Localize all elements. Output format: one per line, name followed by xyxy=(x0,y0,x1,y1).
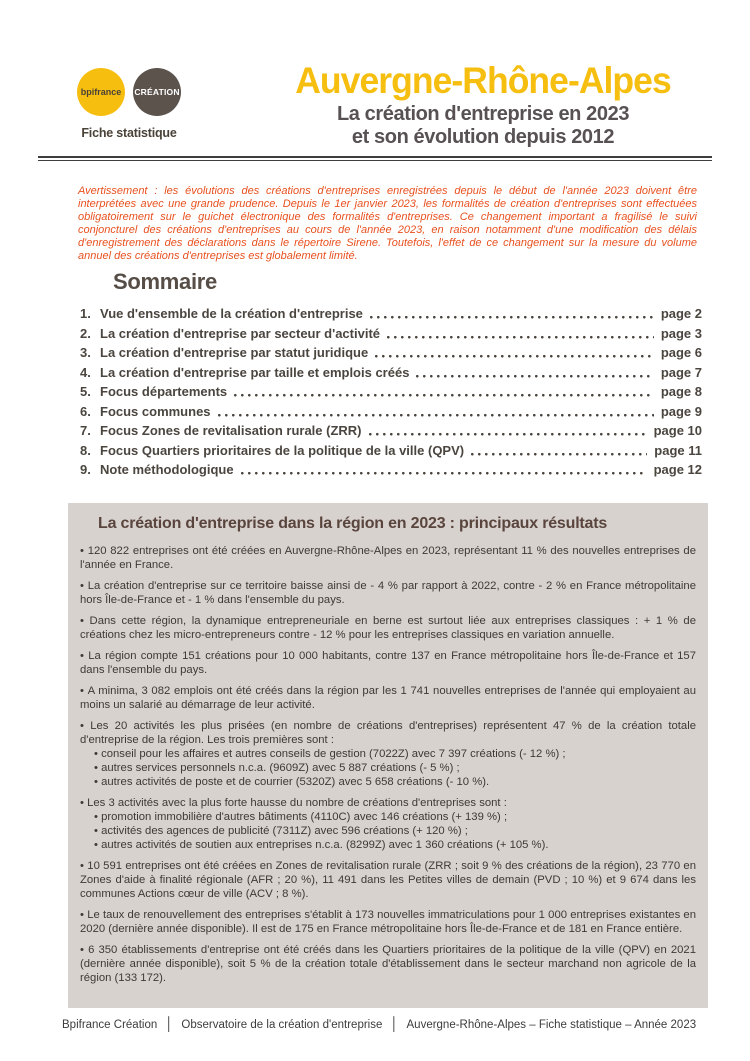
footer-observatory: Observatoire de la création d'entreprise xyxy=(181,1019,383,1031)
creation-logo-label: CRÉATION xyxy=(134,87,180,97)
sub-bullet-text: • promotion immobilière d'autres bâtiments (4110C) avec 146 créations (+ 139 %) ; xyxy=(94,810,696,824)
toc-dot-leader xyxy=(387,335,654,339)
toc-dot-leader xyxy=(241,471,647,475)
toc-item-page: page 9 xyxy=(660,403,702,419)
results-bullet xyxy=(80,544,696,572)
toc-dot-leader xyxy=(370,315,654,319)
toc-item-page: page 8 xyxy=(660,384,702,399)
region-title: Auvergne-Rhône-Alpes xyxy=(295,60,671,101)
toc-item xyxy=(80,463,702,476)
page-header xyxy=(0,0,750,156)
title-block xyxy=(248,62,718,148)
bullet-text: • La région compte 151 créations pour 10 000 habitants, contre 137 en France métropolitaine hors Île-de-France et 157 dans l'ensemble du pays. xyxy=(80,649,696,677)
bullet-text: • 6 350 établissements d'entreprise ont été créés dans les Quartiers prioritaires de la politique de la ville (QPV) en 2021 (dernière année disponible), soit 5 % de la création totale d'établissement dans le secteur marchand non agricole de la région (133 172). xyxy=(80,943,696,985)
toc-item-page: page 12 xyxy=(653,462,702,477)
toc-dot-leader xyxy=(234,393,654,397)
results-box xyxy=(68,503,708,1008)
toc-item xyxy=(80,424,702,437)
results-bullet xyxy=(80,908,696,936)
logo-circles xyxy=(62,68,196,116)
toc-dot-leader xyxy=(375,354,654,358)
page-footer xyxy=(62,1016,696,1031)
results-bullet xyxy=(80,859,696,901)
toc-item-page: page 2 xyxy=(660,306,702,321)
header-rule xyxy=(38,156,712,161)
toc-item xyxy=(80,327,702,340)
footer-separator: │ xyxy=(165,1016,174,1031)
toc-item-number: 4. xyxy=(80,364,91,380)
toc-item-label: La création d'entreprise par statut juridique xyxy=(100,345,369,360)
toc-item-number: 2. xyxy=(80,325,91,341)
bpifrance-logo-label: bpifrance xyxy=(80,87,122,97)
bullet-text: • Les 20 activités les plus prisées (en nombre de créations d'entreprises) représentent 47 % de la création totale d'entreprise de la région. Les trois premières sont : xyxy=(80,719,696,747)
results-bullet xyxy=(80,796,696,852)
toc-item-page: page 7 xyxy=(660,364,702,380)
bullet-text: • Les 3 activités avec la plus forte hausse du nombre de créations d'entreprises sont : xyxy=(80,796,696,810)
toc-item-label: La création d'entreprise par taille et emplois créés xyxy=(100,364,410,380)
toc-item-page: page 3 xyxy=(660,325,702,341)
toc-item xyxy=(80,405,702,418)
toc-item-page: page 11 xyxy=(654,442,702,458)
toc-item-number: 7. xyxy=(80,423,91,438)
results-bullet xyxy=(80,579,696,607)
toc-item-label: Focus Zones de revitalisation rurale (ZRR) xyxy=(100,423,362,438)
results-bullet-list xyxy=(80,544,696,985)
footer-brand: Bpifrance Création xyxy=(62,1019,158,1031)
toc-dot-leader xyxy=(218,413,654,417)
bullet-text: • 120 822 entreprises ont été créées en Auvergne-Rhône-Alpes en 2023, représentant 11 % des nouvelles entreprises de l'année en France. xyxy=(80,544,696,572)
bpifrance-logo xyxy=(77,68,125,116)
sub-bullet-text: • autres services personnels n.c.a. (9609Z) avec 5 887 créations (- 5 %) ; xyxy=(94,761,696,775)
toc-item xyxy=(80,385,702,398)
toc-dot-leader xyxy=(471,452,647,456)
logo-block xyxy=(62,68,196,140)
toc-item-label: Vue d'ensemble de la création d'entreprise xyxy=(100,306,363,321)
results-bullet xyxy=(80,614,696,642)
sub-bullet-list xyxy=(80,747,696,789)
sub-bullet-text: • autres activités de soutien aux entreprises n.c.a. (8299Z) avec 1 360 créations (+ 105 %). xyxy=(94,838,696,852)
toc-title: Sommaire xyxy=(113,269,217,294)
toc-item-label: Focus départements xyxy=(100,384,228,399)
toc-item-label: La création d'entreprise par secteur d'activité xyxy=(100,325,381,341)
subtitle-line-1: La création d'entreprise en 2023 xyxy=(336,103,630,125)
toc-item-label: Focus communes xyxy=(100,403,211,419)
toc-item xyxy=(80,444,702,457)
subtitle-line-2: et son évolution depuis 2012 xyxy=(351,126,615,148)
sub-bullet-text: • conseil pour les affaires et autres conseils de gestion (7022Z) avec 7 397 créations (- 12 %) ; xyxy=(94,747,696,761)
toc-item-label: Focus Quartiers prioritaires de la politique de la ville (QPV) xyxy=(100,442,465,458)
sub-bullet-text: • autres activités de poste et de courrier (5320Z) avec 5 658 créations (- 10 %). xyxy=(94,775,696,789)
results-bullet xyxy=(80,719,696,789)
sub-bullet-list xyxy=(80,810,696,852)
bullet-text: • La création d'entreprise sur ce territoire baisse ainsi de - 4 % par rapport à 2022, contre - 2 % en France métropolitaine hors Île-de-France et - 1 % dans l'ensemble du pays. xyxy=(80,579,696,607)
bullet-text: • Le taux de renouvellement des entreprises s'établit à 173 nouvelles immatriculations pour 1 000 entreprises existantes en 2020 (dernière année disponible). Il est de 175 en France métropolitaine hors Île-de-France et de 181 en France entière. xyxy=(80,908,696,936)
toc-item-number: 3. xyxy=(80,345,91,360)
results-box-title: La création d'entreprise dans la région en 2023 : principaux résultats xyxy=(98,515,608,532)
toc-item-number: 5. xyxy=(80,384,91,399)
toc-item-label: Note méthodologique xyxy=(100,462,234,477)
warning-paragraph: Avertissement : les évolutions des créations d'entreprises enregistrées depuis le début de l'année 2023 doivent être interprétées avec une grande prudence. Depuis le 1er janvier 2023, les formalités de création d'entreprises sont effectuées obligatoirement sur le guichet électronique des formalités d'entreprises. Ce changement important a fragilisé le suivi conjoncturel des créations d'entreprises au cours de l'année 2023, en raison notamment d'une modification des délais d'enregistrement des déclarations dans le répertoire Sirene. Toutefois, l'effet de ce changement sur la mesure du volume annuel des créations d'entreprises est globalement limité. xyxy=(78,185,697,262)
toc-item xyxy=(80,366,702,379)
toc-list xyxy=(80,307,702,476)
toc-item-number: 1. xyxy=(80,306,91,321)
toc-dot-leader xyxy=(369,432,647,436)
results-bullet xyxy=(80,943,696,985)
bullet-text: • A minima, 3 082 emplois ont été créés dans la région par les 1 741 nouvelles entreprises de l'année qui employaient au moins un salarié au démarrage de leur activité. xyxy=(80,684,696,712)
bullet-text: • 10 591 entreprises ont été créées en Zones de revitalisation rurale (ZRR ; soit 9 % des créations de la région), 23 770 en Zones d'aide à finalité régionale (AFR ; 20 %), 11 491 dans les Petites villes de demain (PVD ; 10 %) et 9 674 dans les communes Actions cœur de ville (ACV ; 8 %). xyxy=(80,859,696,901)
footer-separator: │ xyxy=(390,1016,399,1031)
footer-region-line: Auvergne-Rhône-Alpes – Fiche statistique – Année 2023 xyxy=(406,1019,697,1031)
toc-item xyxy=(80,346,702,359)
toc-item-page: page 6 xyxy=(660,345,702,360)
toc-item-number: 8. xyxy=(80,442,91,458)
toc-item-page: page 10 xyxy=(653,423,702,438)
toc-item-number: 6. xyxy=(80,403,91,419)
sub-bullet-text: • activités des agences de publicité (7311Z) avec 596 créations (+ 120 %) ; xyxy=(94,824,696,838)
toc-item xyxy=(80,307,702,320)
creation-logo xyxy=(133,68,181,116)
logo-caption: Fiche statistique xyxy=(81,126,177,140)
results-bullet xyxy=(80,684,696,712)
results-bullet xyxy=(80,649,696,677)
toc-item-number: 9. xyxy=(80,462,91,477)
toc-dot-leader xyxy=(416,374,653,378)
bullet-text: • Dans cette région, la dynamique entrepreneuriale en berne est surtout liée aux entreprises classiques : + 1 % de créations chez les micro-entrepreneurs contre - 12 % pour les entreprises classiques en variation annuelle. xyxy=(80,614,696,642)
